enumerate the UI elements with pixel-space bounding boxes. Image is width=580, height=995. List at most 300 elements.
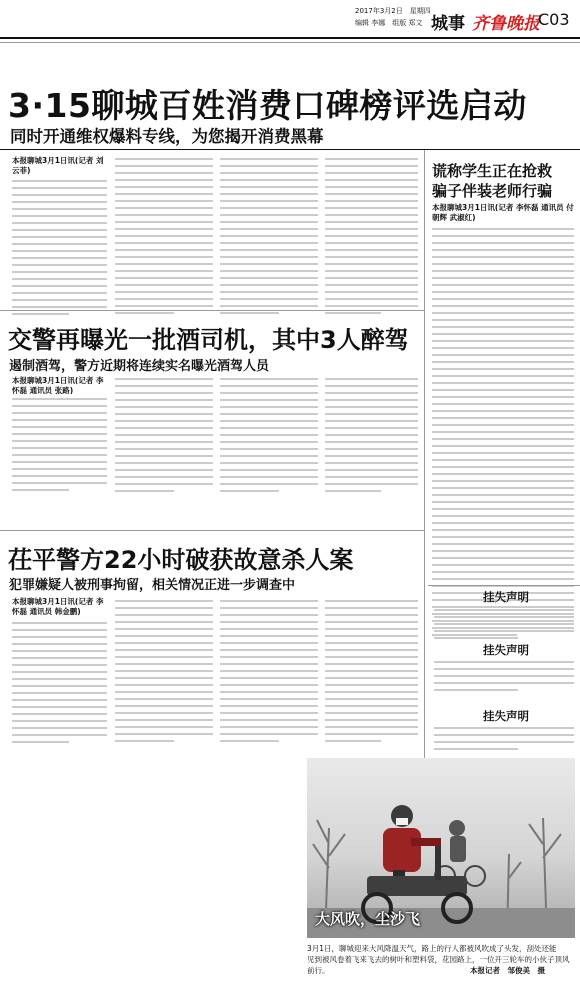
text-line — [325, 462, 418, 464]
text-line — [12, 734, 107, 736]
text-line — [325, 614, 418, 616]
text-line — [325, 256, 418, 258]
murder-story-subhead: 犯罪嫌疑人被刑事拘留，相关情况正进一步调查中 — [9, 578, 296, 593]
text-line — [432, 396, 574, 398]
text-line — [115, 378, 213, 380]
text-line — [12, 440, 107, 442]
text-line — [432, 557, 574, 559]
text-line — [220, 441, 318, 443]
drunk-story-subhead: 遏制酒驾，警方近期将连续实名曝光酒驾人员 — [9, 359, 270, 374]
text-line — [325, 628, 418, 630]
text-line — [432, 571, 574, 573]
text-line — [220, 207, 318, 209]
text-line — [220, 483, 318, 485]
text-line — [220, 186, 318, 188]
text-line — [115, 698, 213, 700]
text-line — [220, 607, 318, 609]
text-line — [220, 684, 318, 686]
text-line — [325, 677, 418, 679]
text-line — [115, 656, 213, 658]
paper-logo: 齐鲁晚报 — [472, 14, 540, 34]
text-line — [325, 455, 418, 457]
text-line — [115, 413, 213, 415]
text-line — [220, 649, 318, 651]
text-line — [12, 236, 107, 238]
text-line — [12, 208, 107, 210]
text-line — [325, 434, 418, 436]
drunk-column-1 — [12, 398, 107, 496]
text-line — [220, 179, 318, 181]
text-line — [432, 466, 574, 468]
murder-story-byline: 本报聊城3月1日讯(记者 李怀磊 通讯员 韩金鹏) — [12, 597, 104, 616]
text-line — [12, 250, 107, 252]
text-line — [12, 299, 107, 301]
text-line — [12, 482, 107, 484]
text-line — [115, 277, 213, 279]
text-line — [432, 305, 574, 307]
text-line — [432, 228, 574, 230]
text-line — [115, 263, 213, 265]
drunk-story-byline: 本报聊城3月1日讯(记者 李怀磊 通讯员 张路) — [12, 376, 104, 395]
text-line — [220, 305, 318, 307]
text-line — [220, 455, 318, 457]
date-line: 2017年3月2日 星期四 — [355, 7, 431, 15]
text-line — [432, 508, 574, 510]
text-line — [115, 186, 213, 188]
text-line — [325, 733, 418, 735]
text-line — [12, 741, 69, 743]
text-line — [115, 691, 213, 693]
text-line — [220, 670, 318, 672]
text-line — [220, 719, 318, 721]
drunk-story-top-rule — [0, 310, 424, 311]
text-line — [220, 242, 318, 244]
text-line — [115, 719, 213, 721]
text-line — [12, 454, 107, 456]
text-line — [432, 375, 574, 377]
notice-title-2: 挂失声明 — [483, 643, 529, 657]
text-line — [432, 536, 574, 538]
text-line — [325, 698, 418, 700]
text-line — [432, 340, 574, 342]
text-line — [12, 180, 107, 182]
text-line — [220, 249, 318, 251]
text-line — [220, 635, 318, 637]
text-line — [432, 459, 574, 461]
text-line — [220, 378, 318, 380]
text-line — [220, 165, 318, 167]
text-line — [115, 284, 213, 286]
drunk-column-3 — [220, 378, 318, 497]
text-line — [220, 733, 318, 735]
lead-column-2 — [115, 158, 213, 319]
text-line — [325, 448, 418, 450]
notice-title-3: 挂失声明 — [483, 709, 529, 723]
text-line — [12, 215, 107, 217]
text-line — [325, 284, 418, 286]
text-line — [115, 726, 213, 728]
text-line — [325, 607, 418, 609]
drunk-column-2 — [115, 378, 213, 497]
text-line — [12, 699, 107, 701]
text-line — [12, 292, 107, 294]
text-line — [220, 270, 318, 272]
text-line — [115, 483, 213, 485]
text-line — [325, 684, 418, 686]
text-line — [220, 277, 318, 279]
text-line — [220, 200, 318, 202]
text-line — [115, 476, 213, 478]
text-line — [325, 691, 418, 693]
text-line — [12, 426, 107, 428]
text-line — [325, 483, 418, 485]
text-line — [12, 264, 107, 266]
lead-column-1 — [12, 180, 107, 320]
text-line — [115, 270, 213, 272]
text-line — [325, 270, 418, 272]
sidebar-body — [432, 228, 574, 641]
text-line — [220, 406, 318, 408]
text-line — [220, 298, 318, 300]
text-line — [12, 671, 107, 673]
text-line — [325, 476, 418, 478]
text-line — [220, 712, 318, 714]
text-line — [325, 642, 418, 644]
text-line — [325, 490, 381, 492]
text-line — [220, 420, 318, 422]
text-line — [12, 622, 107, 624]
text-line — [220, 663, 318, 665]
murder-column-4 — [325, 600, 418, 747]
text-line — [115, 621, 213, 623]
text-line — [220, 158, 318, 160]
text-line — [220, 614, 318, 616]
text-line — [432, 494, 574, 496]
text-line — [220, 214, 318, 216]
text-line — [434, 616, 574, 618]
text-line — [325, 193, 418, 195]
text-line — [432, 487, 574, 489]
photo-caption-line-1: 3月1日，聊城迎来大风降温天气，路上的行人都被风吹成了头发，刮处还能 — [307, 944, 557, 953]
text-line — [115, 635, 213, 637]
text-line — [434, 741, 574, 743]
text-line — [115, 193, 213, 195]
text-line — [432, 270, 574, 272]
text-line — [115, 420, 213, 422]
text-line — [115, 221, 213, 223]
text-line — [432, 578, 574, 580]
text-line — [12, 398, 107, 400]
text-line — [434, 668, 574, 670]
text-line — [220, 291, 318, 293]
text-line — [432, 249, 574, 251]
lead-divider — [0, 149, 580, 150]
text-line — [434, 734, 574, 736]
text-line — [434, 637, 518, 639]
text-line — [325, 441, 418, 443]
text-line — [220, 235, 318, 237]
text-line — [220, 385, 318, 387]
text-line — [115, 179, 213, 181]
lead-headline: 3·15聊城百姓消费口碑榜评选启动 — [8, 86, 527, 125]
text-line — [432, 333, 574, 335]
text-line — [432, 298, 574, 300]
text-line — [325, 305, 418, 307]
text-line — [220, 427, 318, 429]
text-line — [220, 490, 279, 492]
text-line — [432, 480, 574, 482]
sidebar-vertical-rule — [424, 150, 425, 830]
text-line — [325, 719, 418, 721]
text-line — [115, 249, 213, 251]
photo-credit: 本报记者 邹俊美 摄 — [470, 966, 545, 975]
text-line — [115, 600, 213, 602]
text-line — [432, 410, 574, 412]
text-line — [432, 438, 574, 440]
text-line — [115, 158, 213, 160]
text-line — [12, 727, 107, 729]
text-line — [434, 675, 574, 677]
text-line — [432, 382, 574, 384]
photo-caption-line-3: 前行。 — [307, 966, 330, 975]
text-line — [115, 165, 213, 167]
text-line — [12, 412, 107, 414]
text-line — [432, 417, 574, 419]
text-line — [12, 664, 107, 666]
text-line — [432, 515, 574, 517]
text-line — [12, 657, 107, 659]
text-line — [325, 663, 418, 665]
text-line — [115, 448, 213, 450]
header-rule — [0, 37, 580, 39]
text-line — [12, 720, 107, 722]
text-line — [432, 284, 574, 286]
text-line — [12, 229, 107, 231]
text-line — [115, 406, 213, 408]
text-line — [432, 235, 574, 237]
text-line — [325, 600, 418, 602]
text-line — [325, 291, 418, 293]
text-line — [12, 257, 107, 259]
lead-column-4 — [325, 158, 418, 319]
text-line — [432, 529, 574, 531]
text-line — [325, 172, 418, 174]
text-line — [325, 277, 418, 279]
text-line — [12, 461, 107, 463]
text-line — [325, 158, 418, 160]
text-line — [220, 740, 279, 742]
text-line — [325, 427, 418, 429]
section-name: 城事 — [431, 14, 465, 34]
text-line — [12, 489, 69, 491]
text-line — [325, 469, 418, 471]
text-line — [432, 403, 574, 405]
text-line — [325, 385, 418, 387]
text-line — [325, 705, 418, 707]
text-line — [325, 228, 418, 230]
text-line — [115, 607, 213, 609]
text-line — [325, 179, 418, 181]
text-line — [115, 427, 213, 429]
text-line — [12, 475, 107, 477]
text-line — [432, 501, 574, 503]
text-line — [115, 705, 213, 707]
text-line — [12, 405, 107, 407]
text-line — [434, 630, 574, 632]
murder-column-3 — [220, 600, 318, 747]
text-line — [115, 207, 213, 209]
notice-body-3 — [434, 727, 574, 755]
text-line — [220, 642, 318, 644]
text-line — [432, 312, 574, 314]
text-line — [432, 431, 574, 433]
text-line — [12, 285, 107, 287]
text-line — [12, 447, 107, 449]
text-line — [115, 469, 213, 471]
text-line — [115, 228, 213, 230]
text-line — [220, 656, 318, 658]
text-line — [220, 263, 318, 265]
text-line — [115, 740, 174, 742]
text-line — [220, 600, 318, 602]
text-line — [115, 312, 174, 314]
header-rule-thin — [0, 42, 580, 43]
text-line — [432, 291, 574, 293]
text-line — [325, 420, 418, 422]
text-line — [434, 682, 574, 684]
text-line — [432, 389, 574, 391]
text-line — [325, 242, 418, 244]
text-line — [325, 635, 418, 637]
text-line — [432, 326, 574, 328]
text-line — [12, 713, 107, 715]
text-line — [220, 228, 318, 230]
text-line — [432, 522, 574, 524]
text-line — [12, 306, 107, 308]
murder-column-1 — [12, 622, 107, 748]
notice-body-2 — [434, 661, 574, 696]
text-line — [115, 256, 213, 258]
text-line — [325, 399, 418, 401]
text-line — [432, 473, 574, 475]
sidebar-byline: 本报聊城3月1日讯(记者 李怀磊 通讯员 付朝辉 武淑红) — [432, 203, 574, 222]
text-line — [115, 385, 213, 387]
text-line — [220, 448, 318, 450]
notices-top-rule — [428, 585, 580, 586]
text-line — [325, 200, 418, 202]
text-line — [12, 468, 107, 470]
text-line — [115, 649, 213, 651]
text-line — [432, 564, 574, 566]
text-line — [220, 256, 318, 258]
text-line — [325, 392, 418, 394]
drunk-column-4 — [325, 378, 418, 497]
text-line — [434, 727, 574, 729]
text-line — [432, 452, 574, 454]
photo-overlay-caption: 大风吹，尘沙飞 — [315, 910, 421, 928]
text-line — [432, 368, 574, 370]
sidebar-headline-2: 骗子伴装老师行骗 — [432, 182, 553, 200]
text-line — [325, 726, 418, 728]
text-line — [432, 445, 574, 447]
lead-column-3 — [220, 158, 318, 319]
text-line — [325, 312, 381, 314]
text-line — [325, 649, 418, 651]
lead-subhead: 同时开通维权爆料专线，为您揭开消费黑幕 — [10, 127, 324, 146]
text-line — [325, 656, 418, 658]
text-line — [115, 235, 213, 237]
murder-story-top-rule — [0, 530, 424, 531]
text-line — [325, 235, 418, 237]
text-line — [115, 490, 174, 492]
text-line — [220, 628, 318, 630]
sidebar-headline-1: 谎称学生正在抢救 — [432, 162, 553, 180]
text-line — [220, 705, 318, 707]
text-line — [220, 462, 318, 464]
text-line — [12, 629, 107, 631]
text-line — [220, 399, 318, 401]
text-line — [12, 243, 107, 245]
text-line — [115, 242, 213, 244]
text-line — [115, 733, 213, 735]
text-line — [220, 469, 318, 471]
text-line — [432, 550, 574, 552]
news-photo — [307, 758, 575, 938]
text-line — [432, 242, 574, 244]
text-line — [220, 193, 318, 195]
page-number: C03 — [538, 10, 570, 29]
text-line — [115, 462, 213, 464]
text-line — [115, 670, 213, 672]
text-line — [12, 636, 107, 638]
text-line — [434, 661, 574, 663]
text-line — [12, 313, 69, 315]
text-line — [220, 677, 318, 679]
text-line — [12, 643, 107, 645]
text-line — [12, 685, 107, 687]
text-line — [220, 691, 318, 693]
text-line — [432, 256, 574, 258]
text-line — [325, 406, 418, 408]
text-line — [12, 419, 107, 421]
text-line — [12, 187, 107, 189]
text-line — [434, 623, 574, 625]
text-line — [115, 434, 213, 436]
text-line — [220, 698, 318, 700]
text-line — [115, 291, 213, 293]
text-line — [115, 305, 213, 307]
text-line — [432, 319, 574, 321]
text-line — [432, 424, 574, 426]
text-line — [220, 434, 318, 436]
editor-line: 编辑 李娜 组版 郑文 — [355, 19, 423, 27]
text-line — [115, 684, 213, 686]
text-line — [12, 706, 107, 708]
text-line — [432, 277, 574, 279]
text-line — [220, 284, 318, 286]
text-line — [115, 677, 213, 679]
text-line — [325, 298, 418, 300]
text-line — [432, 354, 574, 356]
text-line — [220, 726, 318, 728]
text-line — [115, 441, 213, 443]
text-line — [434, 609, 574, 611]
text-line — [12, 692, 107, 694]
text-line — [115, 642, 213, 644]
text-line — [325, 207, 418, 209]
text-line — [220, 476, 318, 478]
text-line — [115, 298, 213, 300]
